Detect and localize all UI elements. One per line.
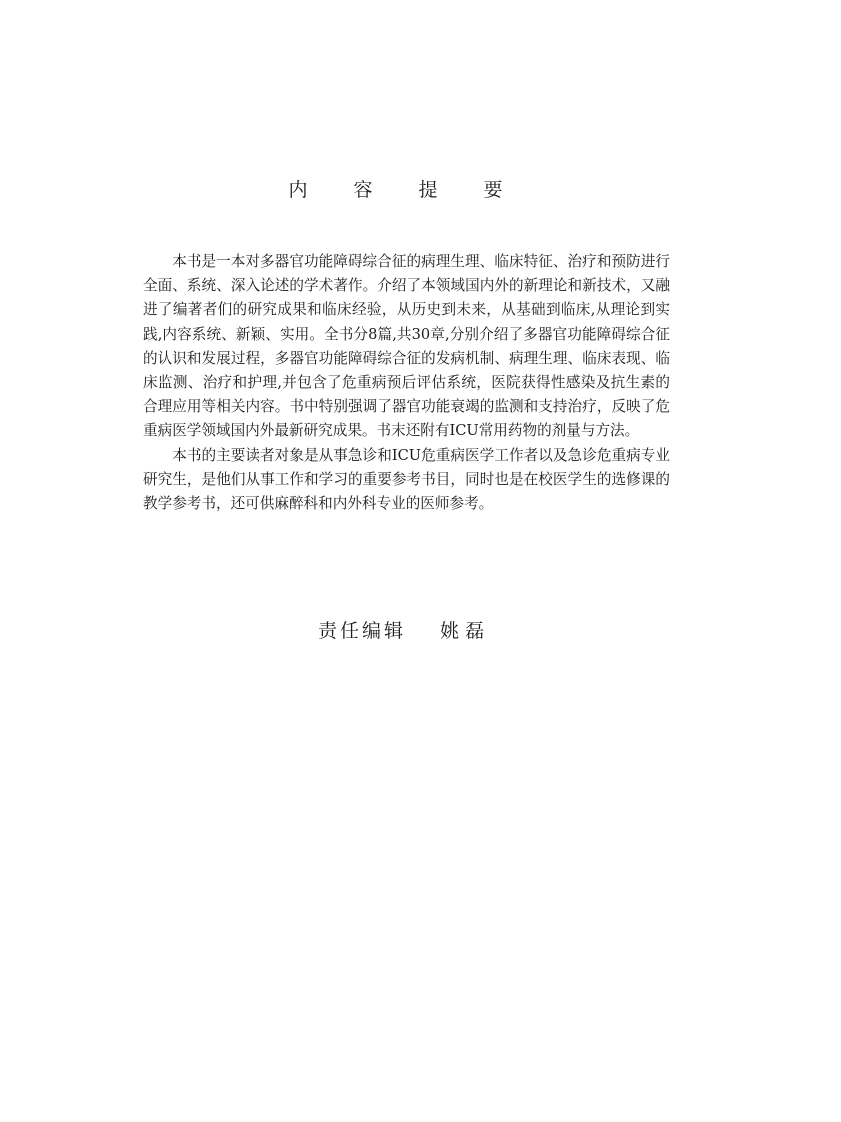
page-title: 内 容 提 要 xyxy=(288,179,523,201)
responsible-editor xyxy=(318,616,490,643)
editor-name: 姚磊 xyxy=(440,620,491,642)
summary-paragraph-1: 本书是一本对多器官功能障碍综合征的病理生理、临床特征、治疗和预防进行全面、系统、深入论述的学术著作。介绍了本领域国内外的新理论和新技术，又融进了编著者们的研究成果和临床经验，从历史到未来，从基础到临床,从理论到实践,内容系统、新颖、实用。全书分8篇,共30章,分别介绍了多器官功能障碍综合征的认识和发展过程，多器官功能障碍综合征的发病机制、病理生理、临床表现、临床监测、治疗和护理,并包含了危重病预后评估系统，医院获得性感染及抗生素的合理应用等相关内容。书中特别强调了器官功能衰竭的监测和支持治疗，反映了危重病医学领域国内外最新研究成果。书末还附有ICU常用药物的剂量与方法。 xyxy=(143,253,670,440)
summary-paragraph-2: 本书的主要读者对象是从事急诊和ICU危重病医学工作者以及急诊危重病专业研究生，是他们从事工作和学习的重要参考书目，同时也是在校医学生的选修课的教学参考书，还可供麻醉科和内外科专业的医师参考。 xyxy=(143,446,670,513)
editor-label: 责任编辑 xyxy=(318,620,407,642)
summary-body xyxy=(143,250,670,516)
